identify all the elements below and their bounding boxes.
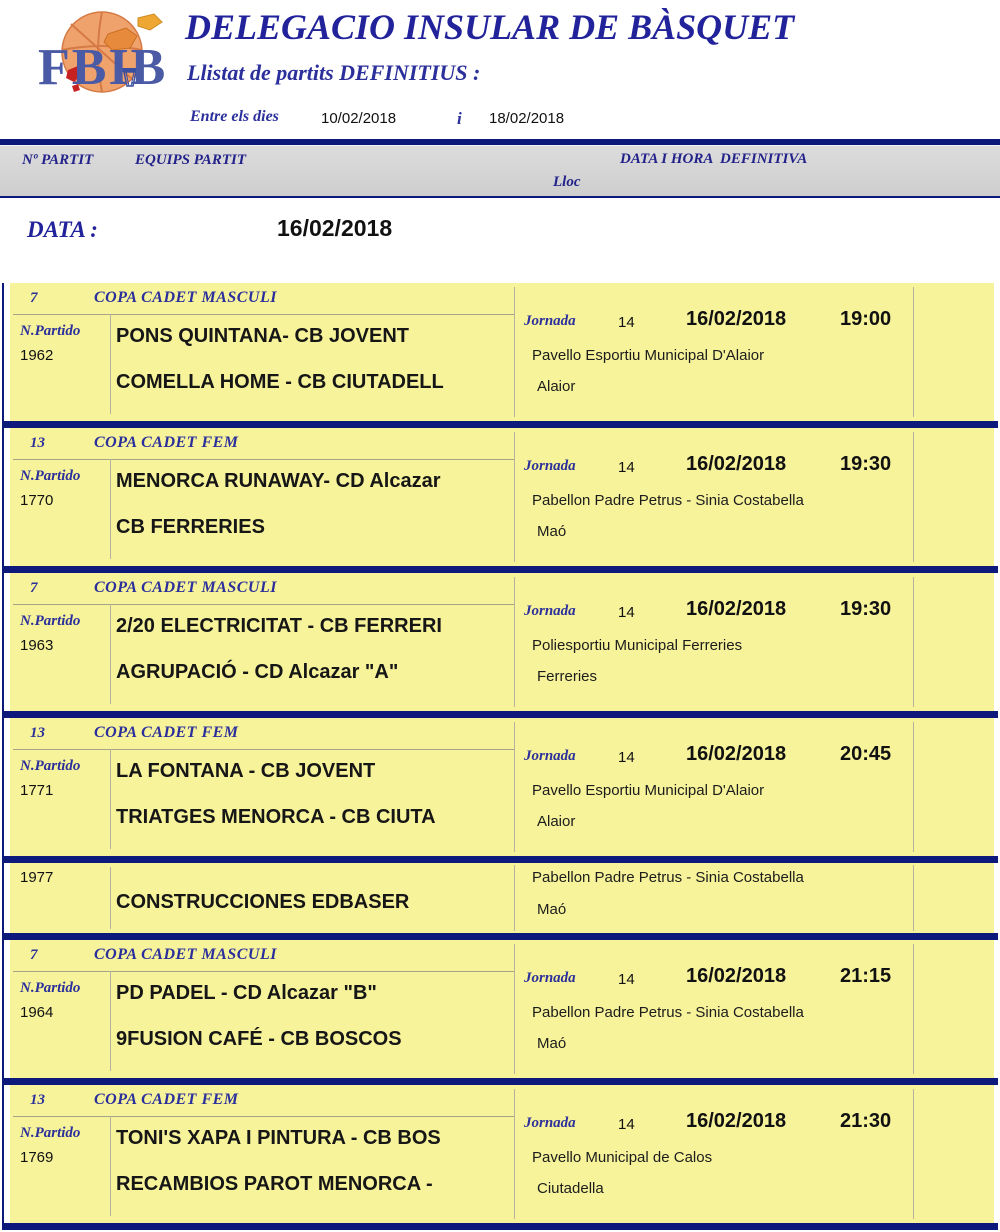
competition-number: 13 [30, 435, 45, 451]
divider-partido-teams [110, 314, 111, 414]
match-card [10, 718, 994, 856]
jornada-label: Jornada [524, 970, 576, 986]
competition-number: 13 [30, 1092, 45, 1108]
away-team: COMELLA HOME - CB CIUTADELL [116, 371, 444, 393]
match-venue: Pabellon Padre Petrus - Sinia Costabella [532, 492, 804, 509]
card-separator-bar [2, 1078, 998, 1085]
jornada-number: 14 [618, 314, 635, 331]
page-title: DELEGACIO INSULAR DE BÀSQUET [185, 7, 795, 47]
divider-schedule-margin [913, 944, 914, 1074]
home-team: CONSTRUCCIONES EDBASER [116, 891, 410, 913]
match-venue: Pavello Esportiu Municipal D'Alaior [532, 782, 765, 799]
match-venue: Poliesportiu Municipal Ferreries [532, 637, 743, 654]
competition-number: 13 [30, 725, 45, 741]
partido-number: 1964 [20, 1004, 54, 1021]
competition-name: COPA CADET MASCULI [94, 579, 277, 596]
card-separator-bar [2, 856, 998, 863]
match-time: 19:30 [840, 453, 892, 475]
header-underline [13, 1116, 515, 1117]
divider-partido-teams [110, 971, 111, 1071]
match-date: 16/02/2018 [686, 965, 787, 987]
away-team: 9FUSION CAFÉ - CB BOSCOS [116, 1028, 402, 1050]
divider-partido-teams [110, 1116, 111, 1216]
away-team: TRIATGES MENORCA - CB CIUTA [116, 806, 436, 828]
divider-teams-schedule [514, 577, 515, 707]
header-underline [13, 459, 515, 460]
partido-label: N.Partido [20, 323, 81, 339]
match-city: Ferreries [537, 668, 598, 685]
match-venue: Pabellon Padre Petrus - Sinia Costabella [532, 869, 804, 886]
match-time: 20:45 [840, 743, 892, 765]
home-team: PD PADEL - CD Alcazar "B" [116, 982, 377, 1004]
jornada-label: Jornada [524, 1115, 576, 1131]
competition-name: COPA CADET MASCULI [94, 289, 277, 306]
match-venue: Pavello Municipal de Calos [532, 1149, 713, 1166]
card-separator-bar [2, 421, 998, 428]
divider-teams-schedule [514, 722, 515, 852]
date-range-label: Entre els dies [190, 108, 279, 125]
match-city: Alaior [537, 378, 576, 395]
partido-label: N.Partido [20, 468, 81, 484]
jornada-number: 14 [618, 459, 635, 476]
partido-number: 1769 [20, 1149, 54, 1166]
match-date: 16/02/2018 [686, 743, 787, 765]
home-team: TONI'S XAPA I PINTURA - CB BOS [116, 1127, 441, 1149]
divider-schedule-margin [913, 865, 914, 931]
jornada-number: 14 [618, 604, 635, 621]
divider-schedule-margin [913, 1089, 914, 1219]
header-underline [13, 604, 515, 605]
match-card [10, 1085, 994, 1223]
competition-name: COPA CADET FEM [94, 434, 239, 451]
fbib-logo [38, 4, 173, 104]
match-card [10, 428, 994, 566]
divider-teams-schedule [514, 944, 515, 1074]
match-date: 16/02/2018 [686, 598, 787, 620]
home-team: PONS QUINTANA- CB JOVENT [116, 325, 409, 347]
jornada-label: Jornada [524, 458, 576, 474]
away-team: RECAMBIOS PAROT MENORCA - [116, 1173, 433, 1195]
jornada-number: 14 [618, 749, 635, 766]
date-range-separator: i [457, 109, 462, 128]
table-header-bar [0, 145, 1000, 198]
divider-schedule-margin [913, 287, 914, 417]
competition-name: COPA CADET FEM [94, 724, 239, 741]
jornada-label: Jornada [524, 313, 576, 329]
column-header-venue: Lloc [553, 174, 581, 190]
competition-name: COPA CADET MASCULI [94, 946, 277, 963]
date-section-label: DATA : [27, 217, 98, 242]
competition-number: 7 [30, 290, 38, 306]
home-team: LA FONTANA - CB JOVENT [116, 760, 376, 782]
match-city: Maó [537, 901, 567, 918]
header-underline [13, 971, 515, 972]
away-team: AGRUPACIÓ - CD Alcazar "A" [116, 661, 399, 683]
match-date: 16/02/2018 [686, 1110, 787, 1132]
page-subtitle: Llistat de partits DEFINITIUS : [187, 60, 481, 85]
match-card [10, 573, 994, 711]
column-header-teams: EQUIPS PARTIT [135, 152, 246, 168]
divider-teams-schedule [514, 287, 515, 417]
card-separator-bar [2, 711, 998, 718]
fbib-logo-graphic [38, 4, 173, 104]
home-team: MENORCA RUNAWAY- CD Alcazar [116, 470, 441, 492]
match-time: 21:30 [840, 1110, 892, 1132]
column-header-match-num: Nº PARTIT [22, 152, 94, 168]
header-underline [13, 314, 515, 315]
competition-number: 7 [30, 947, 38, 963]
match-card [10, 940, 994, 1078]
match-date: 16/02/2018 [686, 308, 787, 330]
svg-text:FBIB: FBIB [38, 39, 168, 96]
card-separator-bar [2, 566, 998, 573]
date-range-from: 10/02/2018 [321, 110, 397, 127]
partido-label: N.Partido [20, 980, 81, 996]
away-team: CB FERRERIES [116, 516, 265, 538]
partido-number: 1977 [20, 869, 54, 886]
partido-number: 1770 [20, 492, 54, 509]
partido-label: N.Partido [20, 758, 81, 774]
divider-teams-schedule [514, 865, 515, 931]
divider-schedule-margin [913, 432, 914, 562]
home-team: 2/20 ELECTRICITAT - CB FERRERI [116, 615, 442, 637]
competition-name: COPA CADET FEM [94, 1091, 239, 1108]
divider-partido-teams [110, 604, 111, 704]
jornada-number: 14 [618, 1116, 635, 1133]
partido-label: N.Partido [20, 613, 81, 629]
jornada-label: Jornada [524, 748, 576, 764]
match-card [10, 283, 994, 421]
partido-label: N.Partido [20, 1125, 81, 1141]
divider-partido-teams [110, 749, 111, 849]
match-city: Alaior [537, 813, 576, 830]
card-separator-bar [2, 1223, 998, 1230]
match-time: 19:00 [840, 308, 892, 330]
match-time: 19:30 [840, 598, 892, 620]
partido-number: 1963 [20, 637, 54, 654]
match-city: Maó [537, 523, 567, 540]
match-card [10, 863, 994, 933]
divider-schedule-margin [913, 577, 914, 707]
header-underline [13, 749, 515, 750]
column-header-datetime: DATA I HORA DEFINITIVA [620, 151, 808, 167]
jornada-number: 14 [618, 971, 635, 988]
divider-partido-teams [110, 459, 111, 559]
jornada-label: Jornada [524, 603, 576, 619]
match-date: 16/02/2018 [686, 453, 787, 475]
match-city: Ciutadella [537, 1180, 604, 1197]
divider-teams-schedule [514, 432, 515, 562]
divider-partido-teams [110, 867, 111, 929]
partido-number: 1771 [20, 782, 54, 799]
date-range-to: 18/02/2018 [489, 110, 565, 127]
competition-number: 7 [30, 580, 38, 596]
partido-number: 1962 [20, 347, 54, 364]
divider-teams-schedule [514, 1089, 515, 1219]
date-section-value: 16/02/2018 [277, 215, 393, 241]
match-venue: Pabellon Padre Petrus - Sinia Costabella [532, 1004, 804, 1021]
divider-schedule-margin [913, 722, 914, 852]
match-time: 21:15 [840, 965, 892, 987]
match-venue: Pavello Esportiu Municipal D'Alaior [532, 347, 765, 364]
card-separator-bar [2, 933, 998, 940]
match-city: Maó [537, 1035, 567, 1052]
